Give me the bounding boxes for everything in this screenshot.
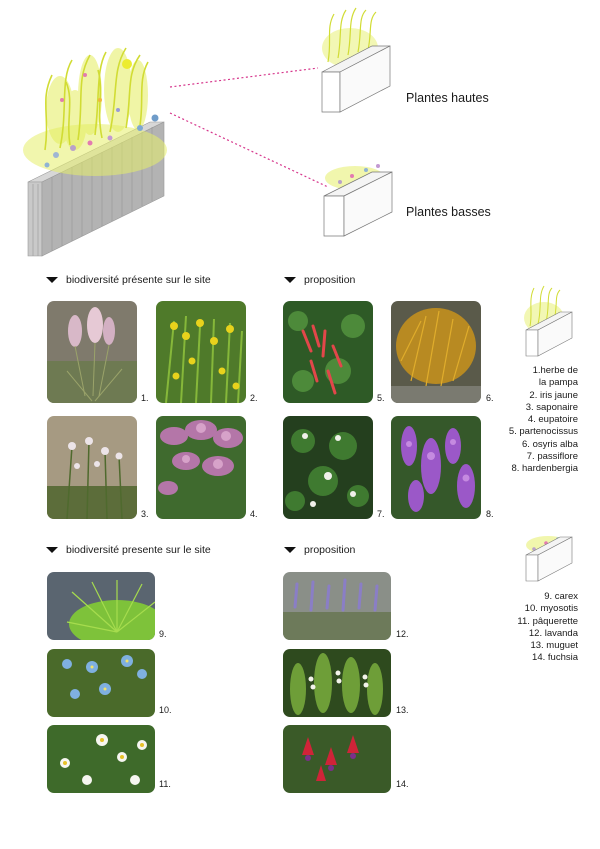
- photo-number: 9.: [159, 629, 167, 639]
- photo-number: 6.: [486, 393, 494, 403]
- high-planter-legend-icon: [520, 282, 574, 358]
- section-title: biodiversité presente sur le site: [66, 544, 211, 556]
- high-planter-diagram: [322, 8, 390, 112]
- photo-eupatorium: [156, 416, 246, 519]
- section-arrow-icon: [46, 547, 58, 553]
- legend-item: 7. passiflore: [526, 451, 578, 463]
- section-header-site-1: [46, 274, 211, 286]
- photo-saponaria: [47, 416, 137, 519]
- leader-line-high: [170, 68, 318, 87]
- photo-red-climber: [283, 301, 373, 403]
- photo-number: 12.: [396, 629, 409, 639]
- photo-number: 3.: [141, 509, 149, 519]
- low-planter-diagram: [324, 164, 392, 236]
- photo-number: 13.: [396, 705, 409, 715]
- leader-line-low: [170, 113, 328, 187]
- photo-number: 10.: [159, 705, 172, 715]
- photo-number: 7.: [377, 509, 385, 519]
- photo-lily-of-the-valley: [283, 649, 391, 717]
- legend-high-plants: [468, 365, 578, 476]
- photo-number: 11.: [159, 779, 171, 789]
- section-title: proposition: [304, 544, 356, 556]
- photo-myosotis: [47, 649, 155, 717]
- section-title: proposition: [304, 274, 356, 286]
- photo-number: 5.: [377, 393, 385, 403]
- photo-passiflora: [283, 416, 373, 519]
- photo-number: 4.: [250, 509, 258, 519]
- section-arrow-icon: [284, 277, 296, 283]
- planter-illustration: [0, 0, 600, 265]
- section-header-proposal-2: [284, 544, 355, 556]
- legend-item: 11. pâquerette: [517, 615, 578, 627]
- high-plants-label: Plantes hautes: [406, 91, 489, 105]
- section-arrow-icon: [284, 547, 296, 553]
- low-planter-legend-icon: [520, 527, 574, 583]
- photo-lavender: [283, 572, 391, 640]
- legend-item: 2. iris jaune: [529, 389, 578, 401]
- large-planter: [23, 48, 167, 256]
- photo-carex: [47, 572, 155, 640]
- section-title: biodiversité présente sur le site: [66, 274, 211, 286]
- photo-daisy: [47, 725, 155, 793]
- section-header-proposal-1: [284, 274, 355, 286]
- legend-item: 13. muguet: [530, 640, 578, 652]
- photo-pampas-grass: [47, 301, 137, 403]
- section-arrow-icon: [46, 277, 58, 283]
- legend-item: 12. lavanda: [528, 627, 578, 639]
- legend-item: 14. fuchsia: [532, 652, 578, 664]
- legend-item: 4. eupatoire: [527, 414, 578, 426]
- legend-item: 10. myosotis: [524, 603, 578, 615]
- legend-item: 8. hardenbergia: [511, 463, 578, 475]
- low-plants-label: Plantes basses: [406, 205, 491, 219]
- legend-item: 9. carex: [544, 591, 578, 602]
- photo-fuchsia: [283, 725, 391, 793]
- photo-number: 14.: [396, 779, 409, 789]
- legend-item: 5. partenocissus: [508, 426, 578, 438]
- photo-number: 2.: [250, 393, 258, 403]
- section-header-site-2: [46, 544, 211, 556]
- legend-item: la pampa: [538, 377, 578, 389]
- photo-number: 8.: [486, 509, 494, 519]
- photo-yellow-iris: [156, 301, 246, 403]
- legend-item: 1.herbe de: [532, 365, 578, 376]
- legend-item: 6. osyris alba: [522, 438, 578, 450]
- legend-item: 3. saponaire: [525, 401, 578, 413]
- legend-low-plants: [468, 591, 578, 665]
- photo-number: 1.: [141, 393, 149, 403]
